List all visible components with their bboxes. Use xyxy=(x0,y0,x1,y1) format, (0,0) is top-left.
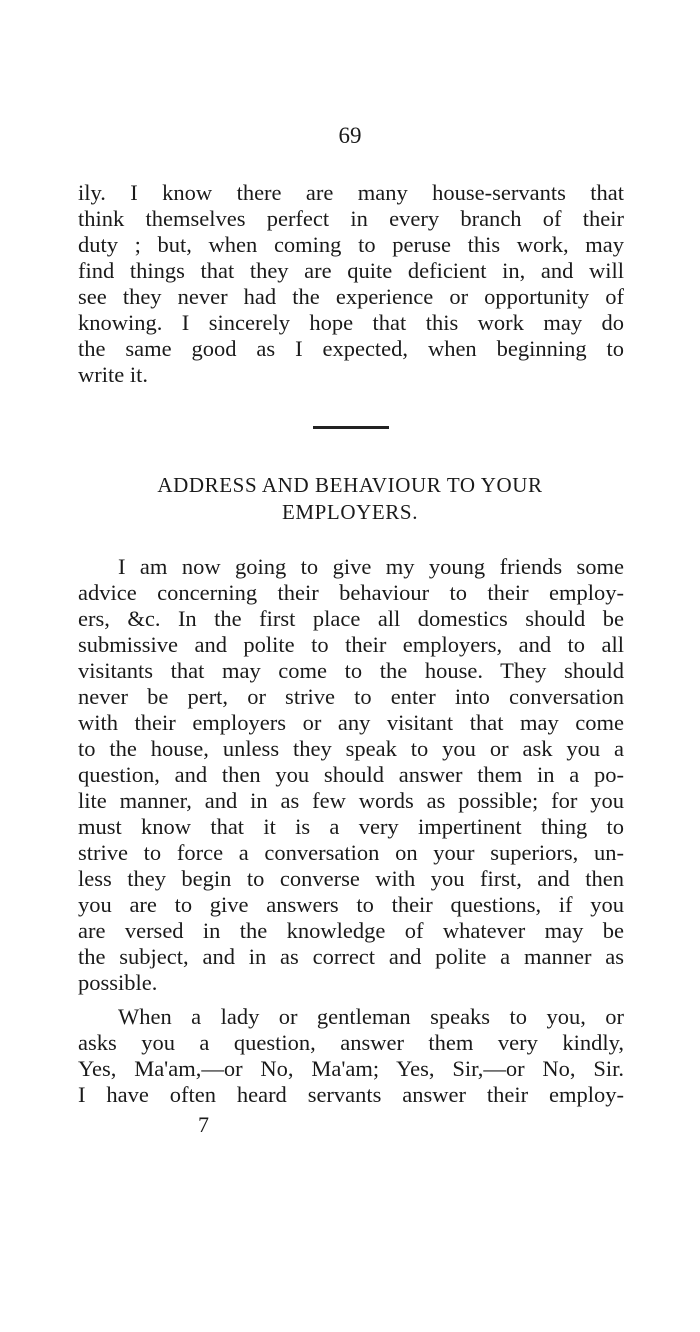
text-line: see they never had the experience or opportunity of xyxy=(78,284,624,309)
text-line: less they begin to converse with you first, and then xyxy=(78,866,624,891)
text-line: question, and then you should answer them in a po- xyxy=(78,762,624,787)
text-line: must know that it is a very impertinent thing to xyxy=(78,814,624,839)
text-line: When a lady or gentleman speaks to you, or xyxy=(118,1004,624,1029)
page-number: 69 xyxy=(338,123,362,148)
signature-mark: 7 xyxy=(198,1112,209,1137)
text-line: the subject, and in as correct and polite a manner as xyxy=(78,944,624,969)
text-line: are versed in the knowledge of whatever may be xyxy=(78,918,624,943)
section-heading-line: EMPLOYERS. xyxy=(281,500,419,524)
text-line: with their employers or any visitant that may come xyxy=(78,710,624,735)
text-line: think themselves perfect in every branch of their xyxy=(78,206,624,231)
section-divider-rule xyxy=(313,426,389,429)
text-line: asks you a question, answer them very kindly, xyxy=(78,1030,624,1055)
text-line: Yes, Ma'am,—or No, Ma'am; Yes, Sir,—or No, Sir. xyxy=(78,1056,624,1081)
text-line: duty ; but, when coming to peruse this work, may xyxy=(78,232,624,257)
text-line: advice concerning their behaviour to their employ- xyxy=(78,580,624,605)
text-line: I am now going to give my young friends some xyxy=(118,554,624,579)
text-line: you are to give answers to their questions, if you xyxy=(78,892,624,917)
text-line: find things that they are quite deficient in, and will xyxy=(78,258,624,283)
text-line: to the house, unless they speak to you or ask you a xyxy=(78,736,624,761)
text-line: lite manner, and in as few words as possible; for you xyxy=(78,788,624,813)
text-line: ers, &c. In the first place all domestics should be xyxy=(78,606,624,631)
text-line: I have often heard servants answer their employ- xyxy=(78,1082,624,1107)
text-line: the same good as I expected, when beginning to xyxy=(78,336,624,361)
text-line: ily. I know there are many house-servants that xyxy=(78,180,624,205)
text-line: possible. xyxy=(78,970,158,995)
text-line: knowing. I sincerely hope that this work may do xyxy=(78,310,624,335)
text-line: submissive and polite to their employers, and to all xyxy=(78,632,624,657)
text-line: write it. xyxy=(78,362,148,387)
text-line: never be pert, or strive to enter into conversation xyxy=(78,684,624,709)
text-line: visitants that may come to the house. They should xyxy=(78,658,624,683)
text-line: strive to force a conversation on your superiors, un- xyxy=(78,840,624,865)
section-heading-line: ADDRESS AND BEHAVIOUR TO YOUR xyxy=(157,473,543,497)
